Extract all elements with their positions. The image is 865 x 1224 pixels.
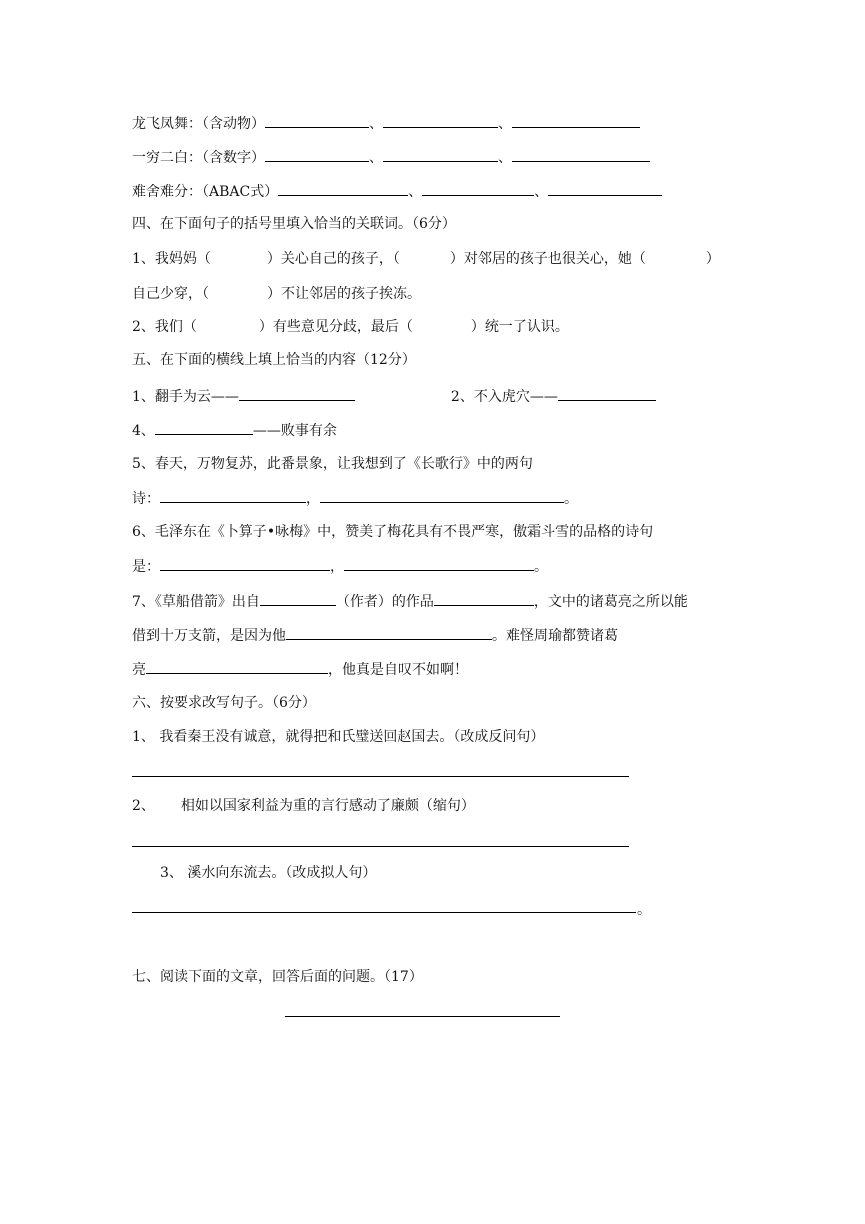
idiom-prefix: 难舍难分：（ABAC式） <box>132 184 279 200</box>
separator: 、 <box>534 184 549 200</box>
answer-blank[interactable] <box>548 181 662 196</box>
answer-blank[interactable] <box>146 659 328 674</box>
q-text: ）统一了认识。 <box>470 319 569 335</box>
answer-blank[interactable] <box>434 591 534 606</box>
answer-blank[interactable] <box>160 488 306 503</box>
answer-blank[interactable] <box>383 113 498 128</box>
q-text: 。 <box>564 491 578 507</box>
q-text: 。难怪周瑜都赞诸葛 <box>492 628 618 644</box>
q-text: ） <box>705 251 720 267</box>
q-text: 4、 <box>132 423 155 439</box>
answer-blank[interactable] <box>383 147 498 162</box>
answer-blank[interactable] <box>512 113 640 128</box>
q4-1-line-1 <box>132 249 720 269</box>
answer-blank[interactable] <box>265 113 369 128</box>
q-text: ）对邻居的孩子也很关心，她（ <box>449 251 646 267</box>
section-6-heading: 六、按要求改写句子。（6分） <box>132 695 316 711</box>
idiom-row-3 <box>132 181 662 202</box>
q-text: ）关心自己的孩子，（ <box>266 251 400 267</box>
q5-5-line-2 <box>132 488 578 509</box>
q-text: 2、我们（ <box>132 319 197 335</box>
idiom-prefix: 龙飞凤舞：（含动物） <box>132 116 265 132</box>
answer-line[interactable] <box>132 776 629 777</box>
answer-blank[interactable] <box>422 181 534 196</box>
answer-blank[interactable] <box>320 488 564 503</box>
answer-blank[interactable] <box>265 147 369 162</box>
q-text: ， <box>330 559 344 575</box>
q-text: ，他真是自叹不如啊！ <box>328 662 468 678</box>
q-text: 相如以国家利益为重的言行感动了廉颇（缩句） <box>180 798 475 814</box>
answer-blank[interactable] <box>558 386 656 401</box>
separator: 、 <box>498 150 512 166</box>
answer-blank[interactable] <box>344 556 534 571</box>
answer-line[interactable] <box>132 912 636 913</box>
idiom-prefix: 一穷二白：（含数字） <box>132 150 265 166</box>
answer-blank[interactable] <box>286 625 492 640</box>
separator: 、 <box>408 184 423 200</box>
q5-7-line-3 <box>132 659 468 680</box>
q6-2 <box>132 796 475 816</box>
idiom-row-2 <box>132 147 650 168</box>
q6-1: 1、 我看秦王没有诚意，就得把和氏璧送回赵国去。（改成反问句） <box>132 729 545 745</box>
answer-blank[interactable] <box>278 181 408 196</box>
q-text: 。 <box>534 559 548 575</box>
q-text: ）有些意见分歧，最后（ <box>258 319 413 335</box>
q-text: （作者）的作品 <box>335 594 434 610</box>
q6-3-period: 。 <box>637 902 651 918</box>
q5-4 <box>132 420 337 441</box>
separator: 、 <box>498 116 512 132</box>
q5-6-line-2 <box>132 556 548 577</box>
section-5-heading: 五、在下面的横线上填上恰当的内容（12分） <box>132 352 416 368</box>
q-text: 1、翻手为云—— <box>132 389 239 405</box>
answer-blank[interactable] <box>260 591 336 606</box>
q-text: ——败事有余 <box>252 423 337 439</box>
q5-5-line-1: 5、春天，万物复苏，此番景象，让我想到了《长歌行》中的两句 <box>132 456 533 472</box>
answer-line[interactable] <box>132 846 629 847</box>
q4-1-line-2 <box>132 284 421 304</box>
q-text: ， <box>306 491 320 507</box>
q-text: 2、 <box>132 798 155 814</box>
q-text: 自己少穿，（ <box>132 286 209 302</box>
q-text: 亮 <box>132 662 146 678</box>
q4-2 <box>132 317 569 337</box>
title-blank[interactable] <box>285 1016 560 1017</box>
q6-3: 3、 溪水向东流去。（改成拟人句） <box>160 865 377 881</box>
separator: 、 <box>369 116 383 132</box>
q-text: 诗： <box>132 491 160 507</box>
answer-blank[interactable] <box>512 147 650 162</box>
answer-blank[interactable] <box>239 386 355 401</box>
section-7-heading: 七、阅读下面的文章，回答后面的问题。（17） <box>132 969 423 985</box>
q-text: 1、我妈妈（ <box>132 251 211 267</box>
q-text: 借到十万支箭，是因为他 <box>132 628 286 644</box>
q5-7-line-1 <box>132 591 688 612</box>
separator: 、 <box>369 150 383 166</box>
q-text: ，文中的诸葛亮之所以能 <box>533 594 688 610</box>
q-text: 是： <box>132 559 160 575</box>
q5-1-2 <box>132 386 656 407</box>
q-text: 7、《草船借箭》出自 <box>132 594 260 610</box>
q-text: ）不让邻居的孩子挨冻。 <box>267 286 421 302</box>
q5-6-line-1: 6、毛泽东在《卜算子•咏梅》中，赞美了梅花具有不畏严寒，傲霜斗雪的品格的诗句 <box>132 524 654 540</box>
q5-7-line-2 <box>132 625 618 646</box>
q-text: 2、不入虎穴—— <box>450 389 558 405</box>
idiom-row-1 <box>132 113 640 134</box>
answer-blank[interactable] <box>160 556 330 571</box>
answer-blank[interactable] <box>155 420 253 435</box>
section-4-heading: 四、在下面句子的括号里填入恰当的关联词。（6分） <box>132 216 456 232</box>
